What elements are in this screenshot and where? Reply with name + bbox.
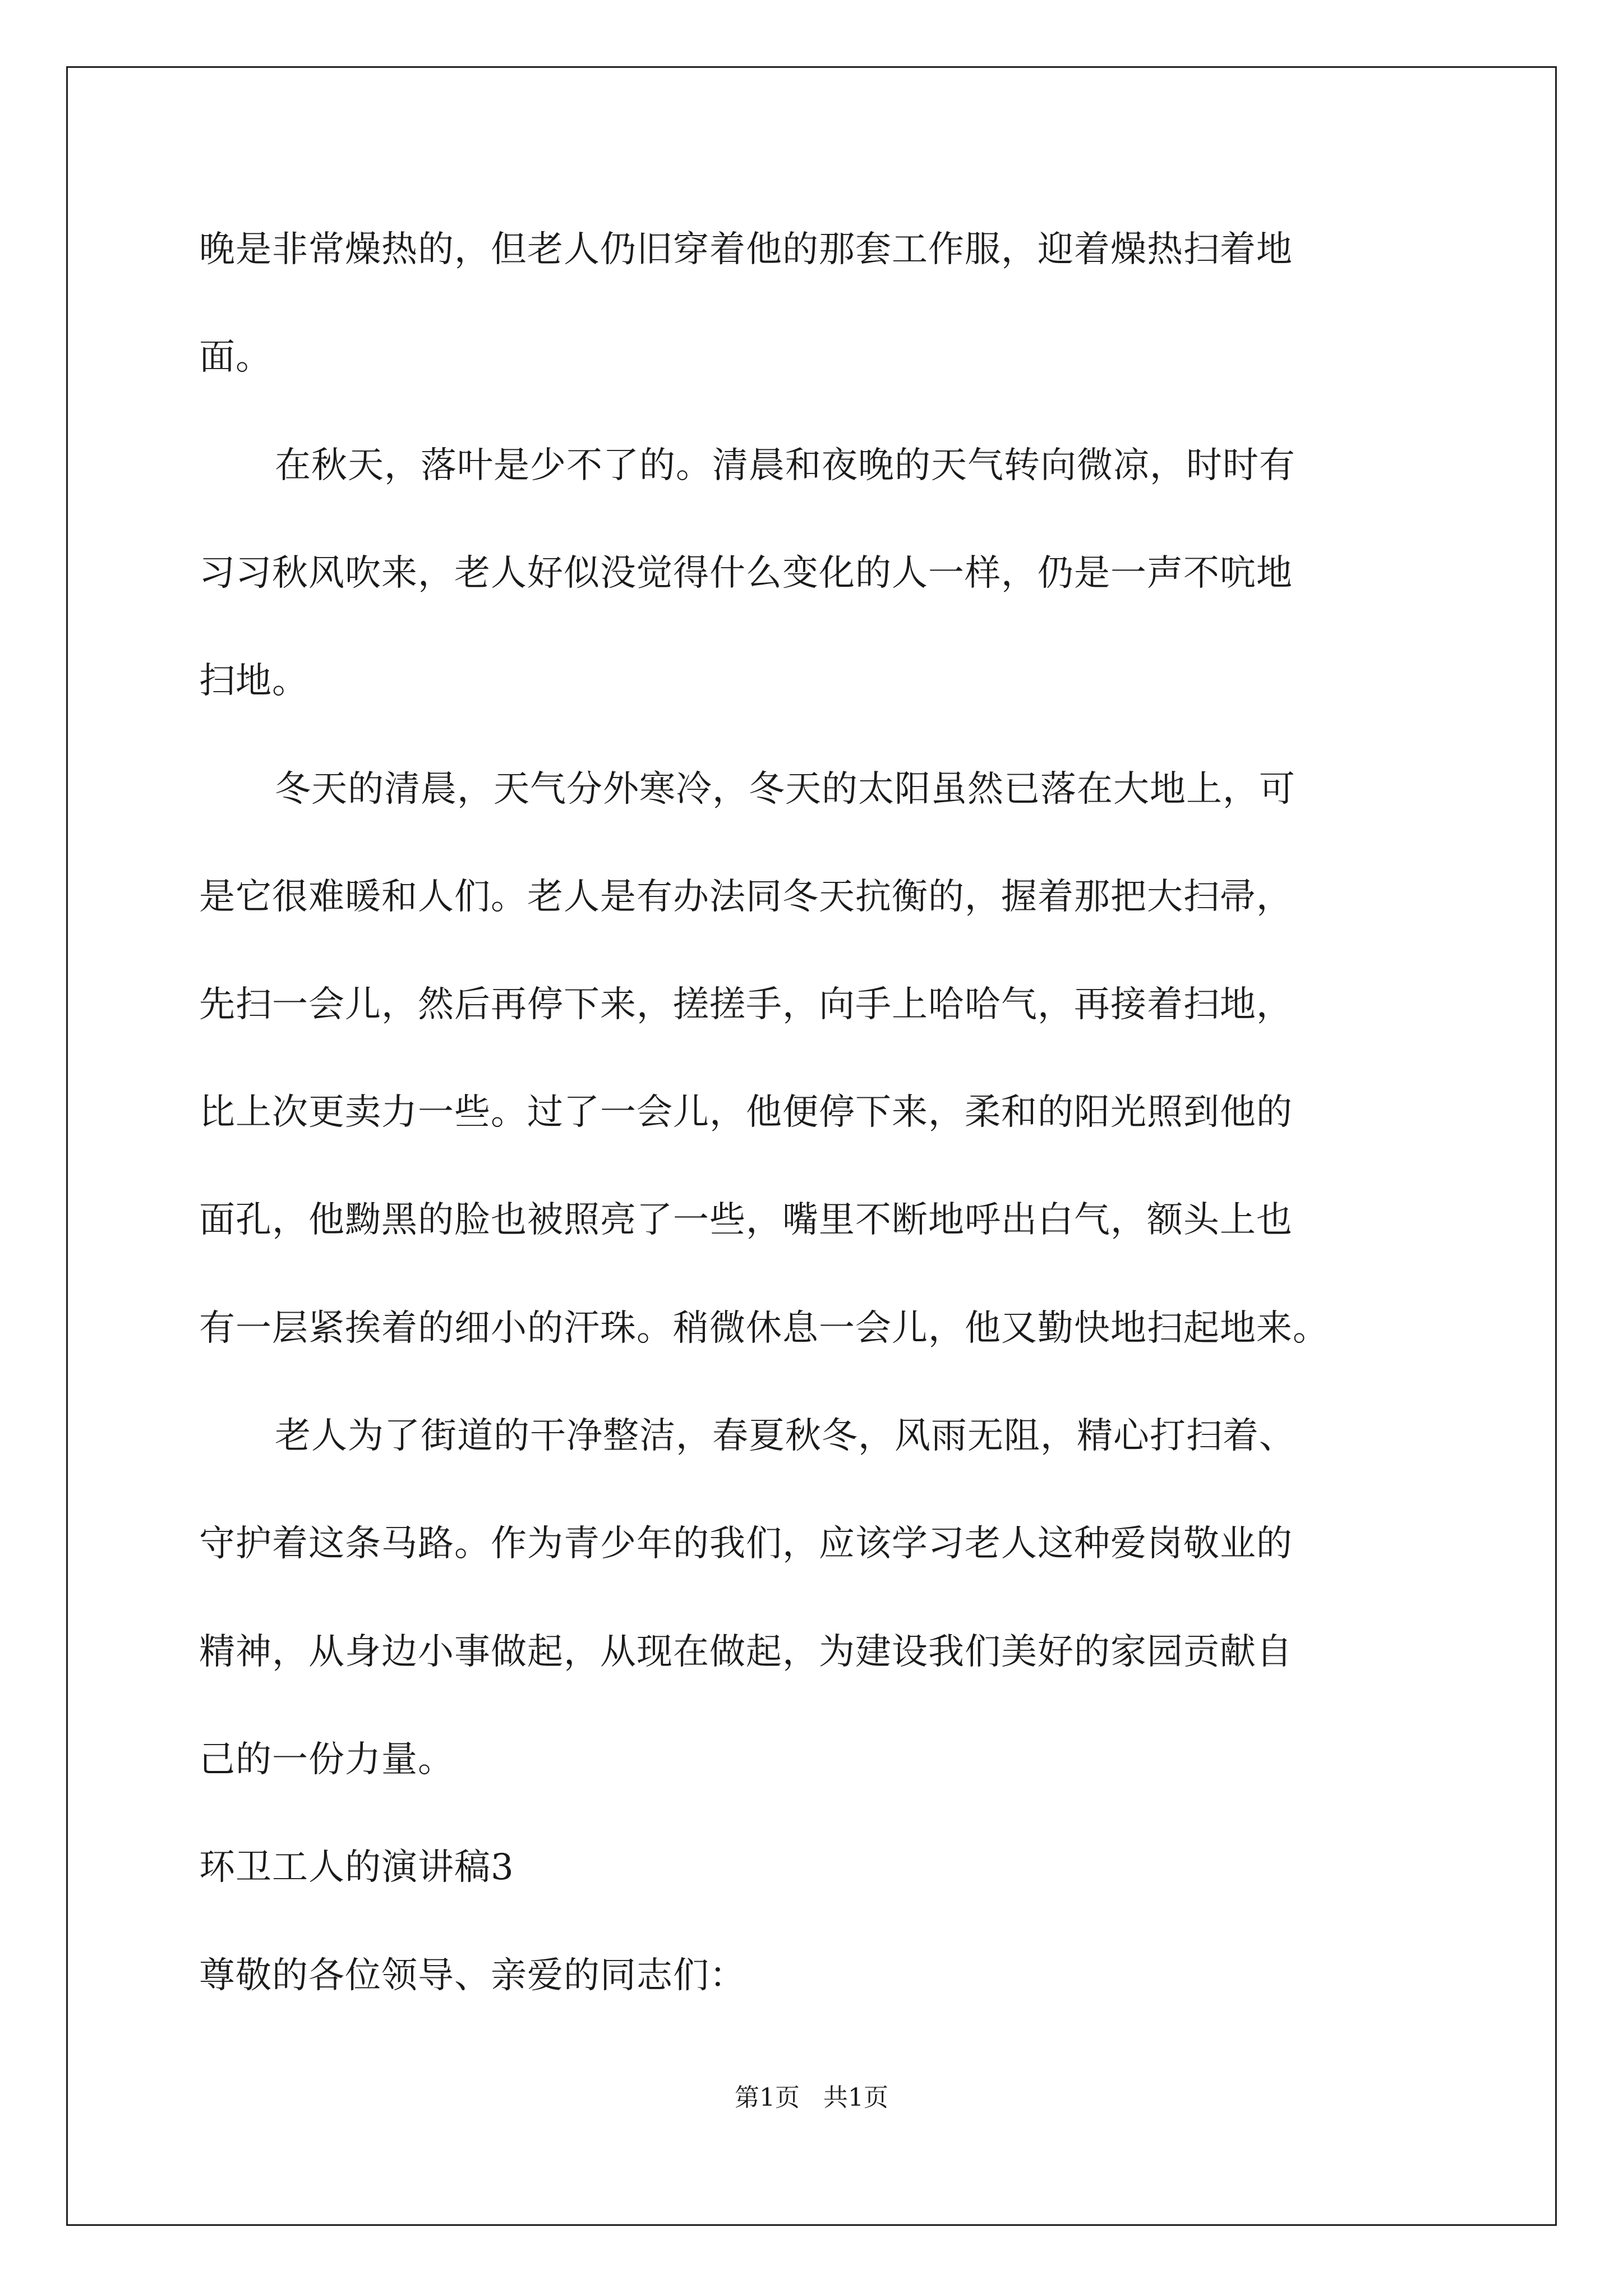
text-line: 晚是非常燥热的，但老人仍旧穿着他的那套工作服，迎着燥热扫着地 <box>199 229 1293 270</box>
text-line: 有一层紧挨着的细小的汗珠。稍微休息一会儿，他又勤快地扫起地来。 <box>199 1308 1329 1349</box>
text-line: 己的一份力量。 <box>199 1739 454 1780</box>
text-line: 先扫一会儿，然后再停下来，搓搓手，向手上哈哈气，再接着扫地， <box>199 984 1293 1025</box>
text-line: 扫地。 <box>199 660 308 702</box>
section-heading: 环卫工人的演讲稿3 <box>199 1847 514 1888</box>
text-line: 精神，从身边小事做起，从现在做起，为建设我们美好的家园贡献自 <box>199 1631 1293 1673</box>
paragraph-start-line: 老人为了街道的干净整洁，春夏秋冬，风雨无阻，精心打扫着、 <box>275 1415 1295 1457</box>
text-line: 面。 <box>199 337 272 378</box>
text-line: 面孔，他黝黑的脸也被照亮了一些，嘴里不断地呼出白气，额头上也 <box>199 1199 1293 1241</box>
text-line: 习习秋风吹来，老人好似没觉得什么变化的人一样，仍是一声不吭地 <box>199 553 1293 594</box>
page-frame <box>66 66 1557 2226</box>
text-line: 守护着这条马路。作为青少年的我们，应该学习老人这种爱岗敬业的 <box>199 1523 1293 1565</box>
text-line: 是它很难暖和人们。老人是有办法同冬天抗衡的，握着那把大扫帚， <box>199 876 1293 918</box>
paragraph-start-line: 冬天的清晨，天气分外寒冷，冬天的太阳虽然已落在大地上，可 <box>275 769 1295 810</box>
paragraph-start-line: 在秋天，落叶是少不了的。清晨和夜晚的天气转向微凉，时时有 <box>275 445 1295 486</box>
text-line: 比上次更卖力一些。过了一会儿，他便停下来，柔和的阳光照到他的 <box>199 1092 1293 1133</box>
page-footer: 第1页 共1页 <box>735 2083 888 2112</box>
salutation-line: 尊敬的各位领导、亲爱的同志们： <box>199 1955 746 1996</box>
